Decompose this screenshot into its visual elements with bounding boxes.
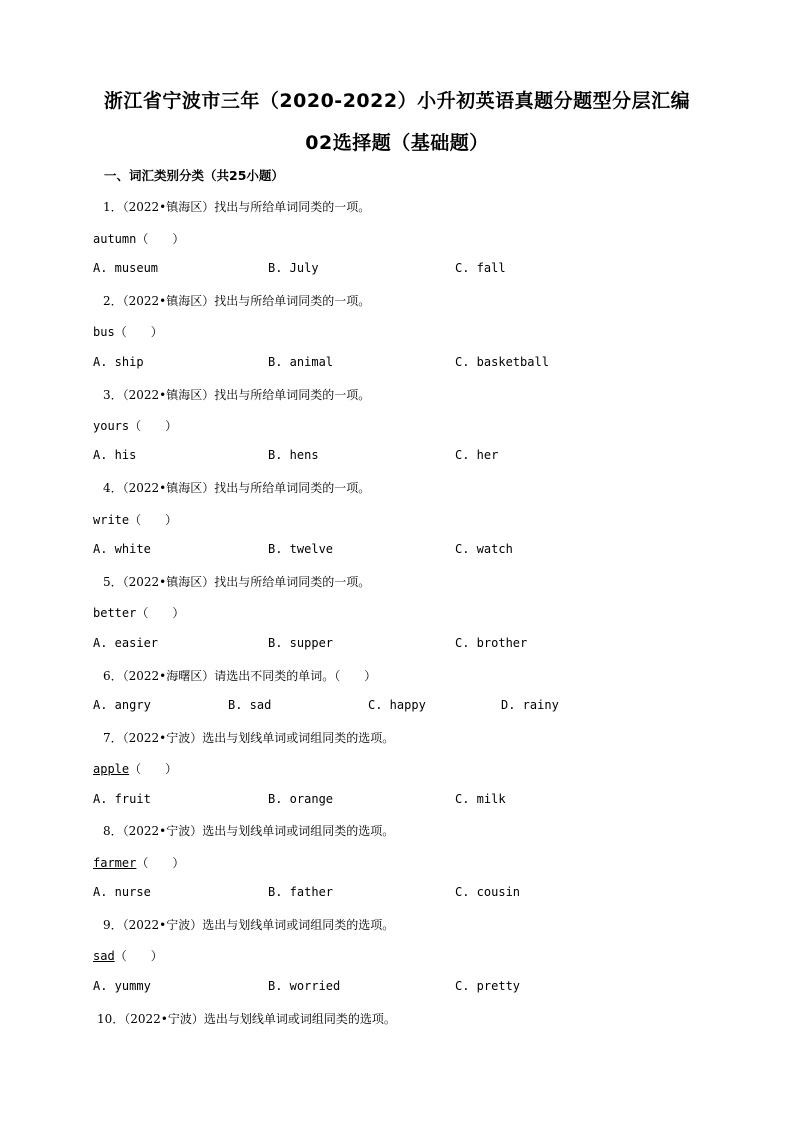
option-b: B. sad [228,698,272,712]
question-word: yours [93,419,130,433]
question-prompt: 1．（2022•镇海区）找出与所给单词同类的一项。 [103,200,371,214]
question-prompt: 5．（2022•镇海区）找出与所给单词同类的一项。 [103,575,371,589]
option-a: A. fruit [93,792,151,806]
question-prompt: 9．（2022•宁波）选出与划线单词或词组同类的选项。 [103,918,395,932]
question-word: sad [93,949,115,963]
answer-blank: （ ） [129,762,178,776]
option-c: C. basketball [455,355,549,369]
question-prompt: 2．（2022•镇海区）找出与所给单词同类的一项。 [103,294,371,308]
question-word-line [93,417,177,434]
answer-blank: （ ） [129,419,178,433]
question-prompt: 7．（2022•宁波）选出与划线单词或词组同类的选项。 [103,731,395,745]
option-c: C. her [455,448,499,462]
option-c: C. fall [455,261,506,275]
option-a: A. nurse [93,885,151,899]
option-c: C. happy [368,698,426,712]
answer-blank: （ ） [136,856,185,870]
option-a: A. his [93,448,137,462]
option-c: C. pretty [455,979,521,993]
option-b: B. worried [268,979,341,993]
option-b: B. twelve [268,542,334,556]
page-title: 浙江省宁波市三年（2020-2022）小升初英语真题分题型分层汇编 [103,90,691,112]
section-heading: 一、词汇类别分类（共25小题） [104,168,284,183]
answer-blank: （ ） [114,949,163,963]
option-a: A. yummy [93,979,151,993]
question-word: farmer [93,856,137,870]
question-word: better [93,606,137,620]
option-b: B. supper [268,636,334,650]
option-c: C. cousin [455,885,521,899]
question-prompt: 6．（2022•海曙区）请选出不同类的单词。（ ） [103,669,377,683]
option-a: A. angry [93,698,151,712]
question-word: autumn [93,232,137,246]
question-word-line [93,511,177,528]
option-b: B. animal [268,355,334,369]
question-word-line [93,604,184,621]
option-b: B. father [268,885,334,899]
option-a: A. museum [93,261,159,275]
question-word-line [93,230,184,247]
option-b: B. July [268,261,319,275]
option-d: D. rainy [501,698,559,712]
question-prompt: 10．（2022•宁波）选出与划线单词或词组同类的选项。 [97,1012,396,1026]
option-a: A. easier [93,636,159,650]
option-c: C. milk [455,792,506,806]
question-word: apple [93,762,130,776]
question-prompt: 8．（2022•宁波）选出与划线单词或词组同类的选项。 [103,824,395,838]
option-c: C. brother [455,636,528,650]
page-subtitle: 02选择题（基础题） [305,132,489,154]
question-word-line [93,323,163,340]
answer-blank: （ ） [114,325,163,339]
question-word-line [93,760,177,777]
question-word-line [93,947,163,964]
answer-blank: （ ） [129,513,178,527]
question-prompt: 4．（2022•镇海区）找出与所给单词同类的一项。 [103,481,371,495]
option-a: A. ship [93,355,144,369]
answer-blank: （ ） [136,232,185,246]
option-b: B. orange [268,792,334,806]
answer-blank: （ ） [136,606,185,620]
question-word: write [93,513,130,527]
question-prompt: 3．（2022•镇海区）找出与所给单词同类的一项。 [103,388,371,402]
option-a: A. white [93,542,151,556]
question-word-line [93,854,184,871]
option-b: B. hens [268,448,319,462]
question-word: bus [93,325,115,339]
option-c: C. watch [455,542,513,556]
